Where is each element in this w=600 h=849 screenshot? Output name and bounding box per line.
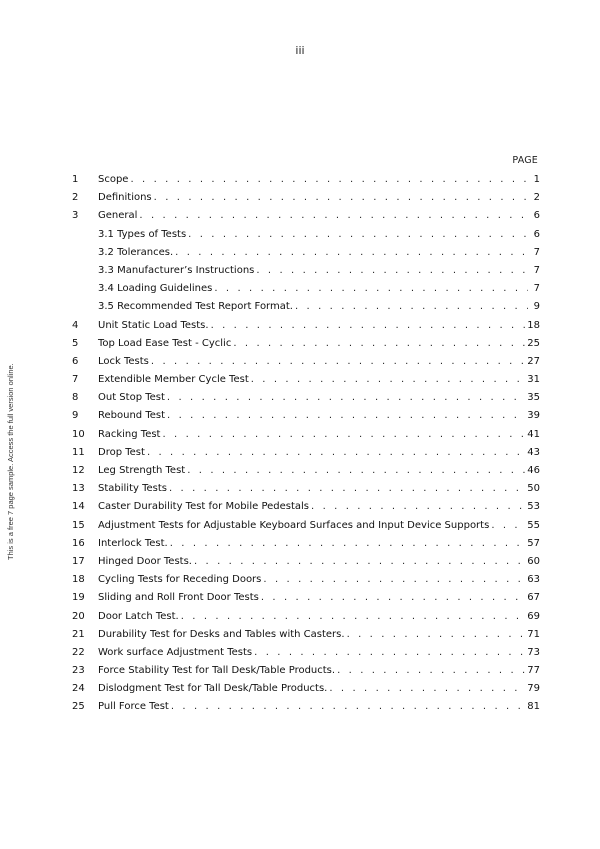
toc-leader-dots — [256, 262, 528, 280]
sample-notice: This is a free 7 page sample. Access the full version online. — [6, 363, 15, 560]
toc-entry[interactable] — [72, 189, 540, 207]
toc-entry-number: 24 — [72, 683, 85, 695]
toc-entry-title: Interlock Test. — [98, 537, 168, 549]
toc-entry-page: 43 — [527, 446, 540, 458]
toc-entry-page: 41 — [527, 428, 540, 440]
toc-entry-page: 63 — [527, 574, 540, 586]
toc-leader-dots — [194, 553, 525, 571]
toc-entry-title: Sliding and Roll Front Door Tests — [98, 592, 259, 604]
toc-entry-title: Extendible Member Cycle Test — [98, 374, 249, 386]
toc-entry-title: Hinged Door Tests. — [98, 555, 192, 567]
toc-entry-number: 19 — [72, 592, 85, 604]
toc-entry[interactable] — [72, 353, 540, 371]
toc-entry[interactable] — [72, 535, 540, 553]
toc-leader-dots — [167, 389, 525, 407]
toc-leader-dots — [329, 680, 525, 698]
toc-entry[interactable] — [72, 244, 540, 262]
toc-entry-page: 79 — [527, 683, 540, 695]
toc-entry-title: Lock Tests — [98, 355, 149, 367]
toc-entry-title: 3.5 Recommended Test Report Format. — [98, 301, 293, 313]
toc-entry-page: 73 — [527, 646, 540, 658]
toc-leader-dots — [154, 189, 528, 207]
toc-entry-number: 23 — [72, 665, 85, 677]
toc-leader-dots — [214, 280, 528, 298]
toc-entry-title: Top Load Ease Test - Cyclic — [98, 337, 232, 349]
toc-entry-page: 1 — [533, 174, 540, 185]
toc-leader-dots — [233, 335, 525, 353]
toc-entry-title: Dislodgment Test for Tall Desk/Table Products. — [98, 683, 328, 695]
toc-entry-page: 46 — [527, 465, 540, 476]
toc-entry-title: Definitions — [98, 192, 152, 204]
toc-leader-dots — [171, 698, 525, 716]
toc-entry-title: Caster Durability Test for Mobile Pedestals — [98, 501, 310, 513]
toc-entry[interactable] — [72, 280, 540, 298]
toc-entry-page: 57 — [527, 537, 540, 549]
toc-entry-number: 15 — [72, 519, 85, 531]
toc-entry[interactable] — [72, 517, 540, 535]
toc-entry-page: 7 — [533, 283, 540, 295]
toc-entry-title: Stability Tests — [98, 483, 167, 495]
toc-entry-page: 18 — [527, 319, 540, 331]
toc-entry-number: 6 — [72, 355, 79, 367]
toc-entry-page: 35 — [527, 392, 540, 404]
toc-entry-number: 22 — [72, 646, 85, 658]
toc-leader-dots — [181, 608, 526, 626]
toc-entry-number: 9 — [72, 410, 79, 422]
toc-entry-number: 20 — [72, 610, 85, 622]
toc-entry-title: Out Stop Test — [98, 392, 165, 404]
toc-entry-number: 14 — [72, 501, 85, 513]
toc-entry-page: 60 — [527, 555, 540, 567]
toc-leader-dots — [169, 480, 525, 498]
toc-leader-dots — [170, 535, 526, 553]
toc-entry-title: Rebound Test — [98, 410, 166, 422]
toc-entry-page: 31 — [527, 374, 540, 386]
toc-entry[interactable] — [72, 571, 540, 589]
toc-entry-title: Door Latch Test. — [98, 610, 179, 622]
toc-entry-page: 7 — [533, 246, 540, 258]
toc-entry[interactable] — [72, 589, 540, 607]
toc-entry-page: 9 — [533, 301, 540, 313]
toc-entry[interactable] — [72, 462, 540, 480]
toc-leader-dots — [151, 353, 525, 371]
toc-entry[interactable] — [72, 298, 540, 316]
toc-entry[interactable] — [72, 371, 540, 389]
toc-entry[interactable] — [72, 553, 540, 571]
toc-entry-title: 3.4 Loading Guidelines — [98, 283, 213, 295]
toc-entry[interactable] — [72, 662, 540, 680]
toc-leader-dots — [251, 371, 526, 389]
toc-entry-number: 1 — [72, 174, 79, 185]
toc-entry[interactable] — [72, 207, 540, 225]
toc-entry-number: 12 — [72, 465, 85, 476]
toc-entry-title: Drop Test — [98, 446, 145, 458]
toc-entry-number: 8 — [72, 392, 79, 404]
toc-entry-title: Durability Test for Desks and Tables with Casters. — [98, 628, 345, 640]
toc-entry-number: 3 — [72, 210, 79, 222]
toc-entry[interactable] — [72, 226, 540, 244]
toc-entry-title: 3.3 Manufacturer’s Instructions — [98, 264, 255, 276]
toc-entry-page: 53 — [527, 501, 540, 513]
toc-entry[interactable] — [72, 171, 540, 189]
toc-entry-title: 3.1 Types of Tests — [98, 228, 187, 240]
toc-entry-page: 71 — [527, 628, 540, 640]
toc-entry[interactable] — [72, 480, 540, 498]
toc-entry-title: Scope — [98, 174, 129, 185]
toc-leader-dots — [261, 589, 525, 607]
toc-leader-dots — [147, 444, 525, 462]
toc-entry-page: 69 — [527, 610, 540, 622]
toc-leader-dots — [167, 407, 525, 425]
toc-entry[interactable] — [72, 407, 540, 425]
toc-entry-page: 67 — [527, 592, 540, 604]
toc-entry-page: 55 — [527, 519, 540, 531]
toc-entry-title: Adjustment Tests for Adjustable Keyboard Surfaces and Input Device Supports — [98, 519, 490, 531]
toc-entry-page: 6 — [533, 210, 540, 222]
toc-entry-number: 4 — [72, 319, 79, 331]
toc-entry[interactable] — [72, 608, 540, 626]
toc-entry[interactable] — [72, 389, 540, 407]
toc-leader-dots — [295, 298, 528, 316]
toc-leader-dots — [139, 207, 528, 225]
toc-entry[interactable] — [72, 317, 540, 335]
table-of-contents — [72, 171, 540, 717]
toc-entry[interactable] — [72, 444, 540, 462]
toc-entry-page: 50 — [527, 483, 540, 495]
toc-entry-number: 5 — [72, 337, 79, 349]
toc-entry[interactable] — [72, 626, 540, 644]
toc-leader-dots — [263, 571, 525, 589]
page-number: iii — [295, 44, 305, 57]
toc-entry-page: 39 — [527, 410, 540, 422]
toc-entry-number: 7 — [72, 374, 79, 386]
toc-entry-number: 16 — [72, 537, 85, 549]
toc-entry[interactable] — [72, 335, 540, 353]
toc-entry-page: 77 — [527, 665, 540, 677]
toc-entry-title: Cycling Tests for Receding Doors — [98, 574, 262, 586]
toc-entry-page: 7 — [533, 264, 540, 276]
toc-entry-page: 25 — [527, 337, 540, 349]
toc-entry[interactable] — [72, 698, 540, 716]
toc-entry-title: Leg Strength Test — [98, 465, 186, 476]
toc-entry[interactable] — [72, 426, 540, 444]
toc-entry-number: 21 — [72, 628, 85, 640]
toc-leader-dots — [337, 662, 525, 680]
toc-leader-dots — [491, 517, 525, 535]
toc-leader-dots — [211, 317, 526, 335]
toc-leader-dots — [130, 171, 528, 189]
toc-entry-page: 2 — [533, 192, 540, 204]
toc-entry[interactable] — [72, 498, 540, 516]
toc-entry-title: Unit Static Load Tests. — [98, 319, 209, 331]
toc-entry-title: Racking Test — [98, 428, 161, 440]
toc-entry-title: Work surface Adjustment Tests — [98, 646, 253, 658]
toc-leader-dots — [254, 644, 525, 662]
toc-entry-title: 3.2 Tolerances. — [98, 246, 174, 258]
toc-entry-page: 81 — [527, 701, 540, 713]
toc-entry-title: General — [98, 210, 138, 222]
toc-leader-dots — [187, 462, 525, 480]
toc-entry-number: 2 — [72, 192, 79, 204]
toc-entry[interactable] — [72, 680, 540, 698]
toc-entry-number: 18 — [72, 574, 85, 586]
toc-entry-page: 27 — [527, 355, 540, 367]
toc-entry-title: Force Stability Test for Tall Desk/Table Products. — [98, 665, 336, 677]
toc-entry-number: 17 — [72, 555, 85, 567]
toc-leader-dots — [188, 226, 528, 244]
toc-entry-number: 10 — [72, 428, 85, 440]
toc-entry-page: 6 — [533, 228, 540, 240]
toc-page-column-header: PAGE — [512, 155, 538, 166]
toc-entry-number: 25 — [72, 701, 85, 713]
toc-entry[interactable] — [72, 644, 540, 662]
toc-entry[interactable] — [72, 262, 540, 280]
toc-leader-dots — [175, 244, 528, 262]
toc-leader-dots — [311, 498, 525, 516]
toc-entry-number: 11 — [72, 446, 85, 458]
toc-entry-number: 13 — [72, 483, 85, 495]
toc-leader-dots — [347, 626, 526, 644]
toc-leader-dots — [162, 426, 525, 444]
toc-entry-title: Pull Force Test — [98, 701, 169, 713]
